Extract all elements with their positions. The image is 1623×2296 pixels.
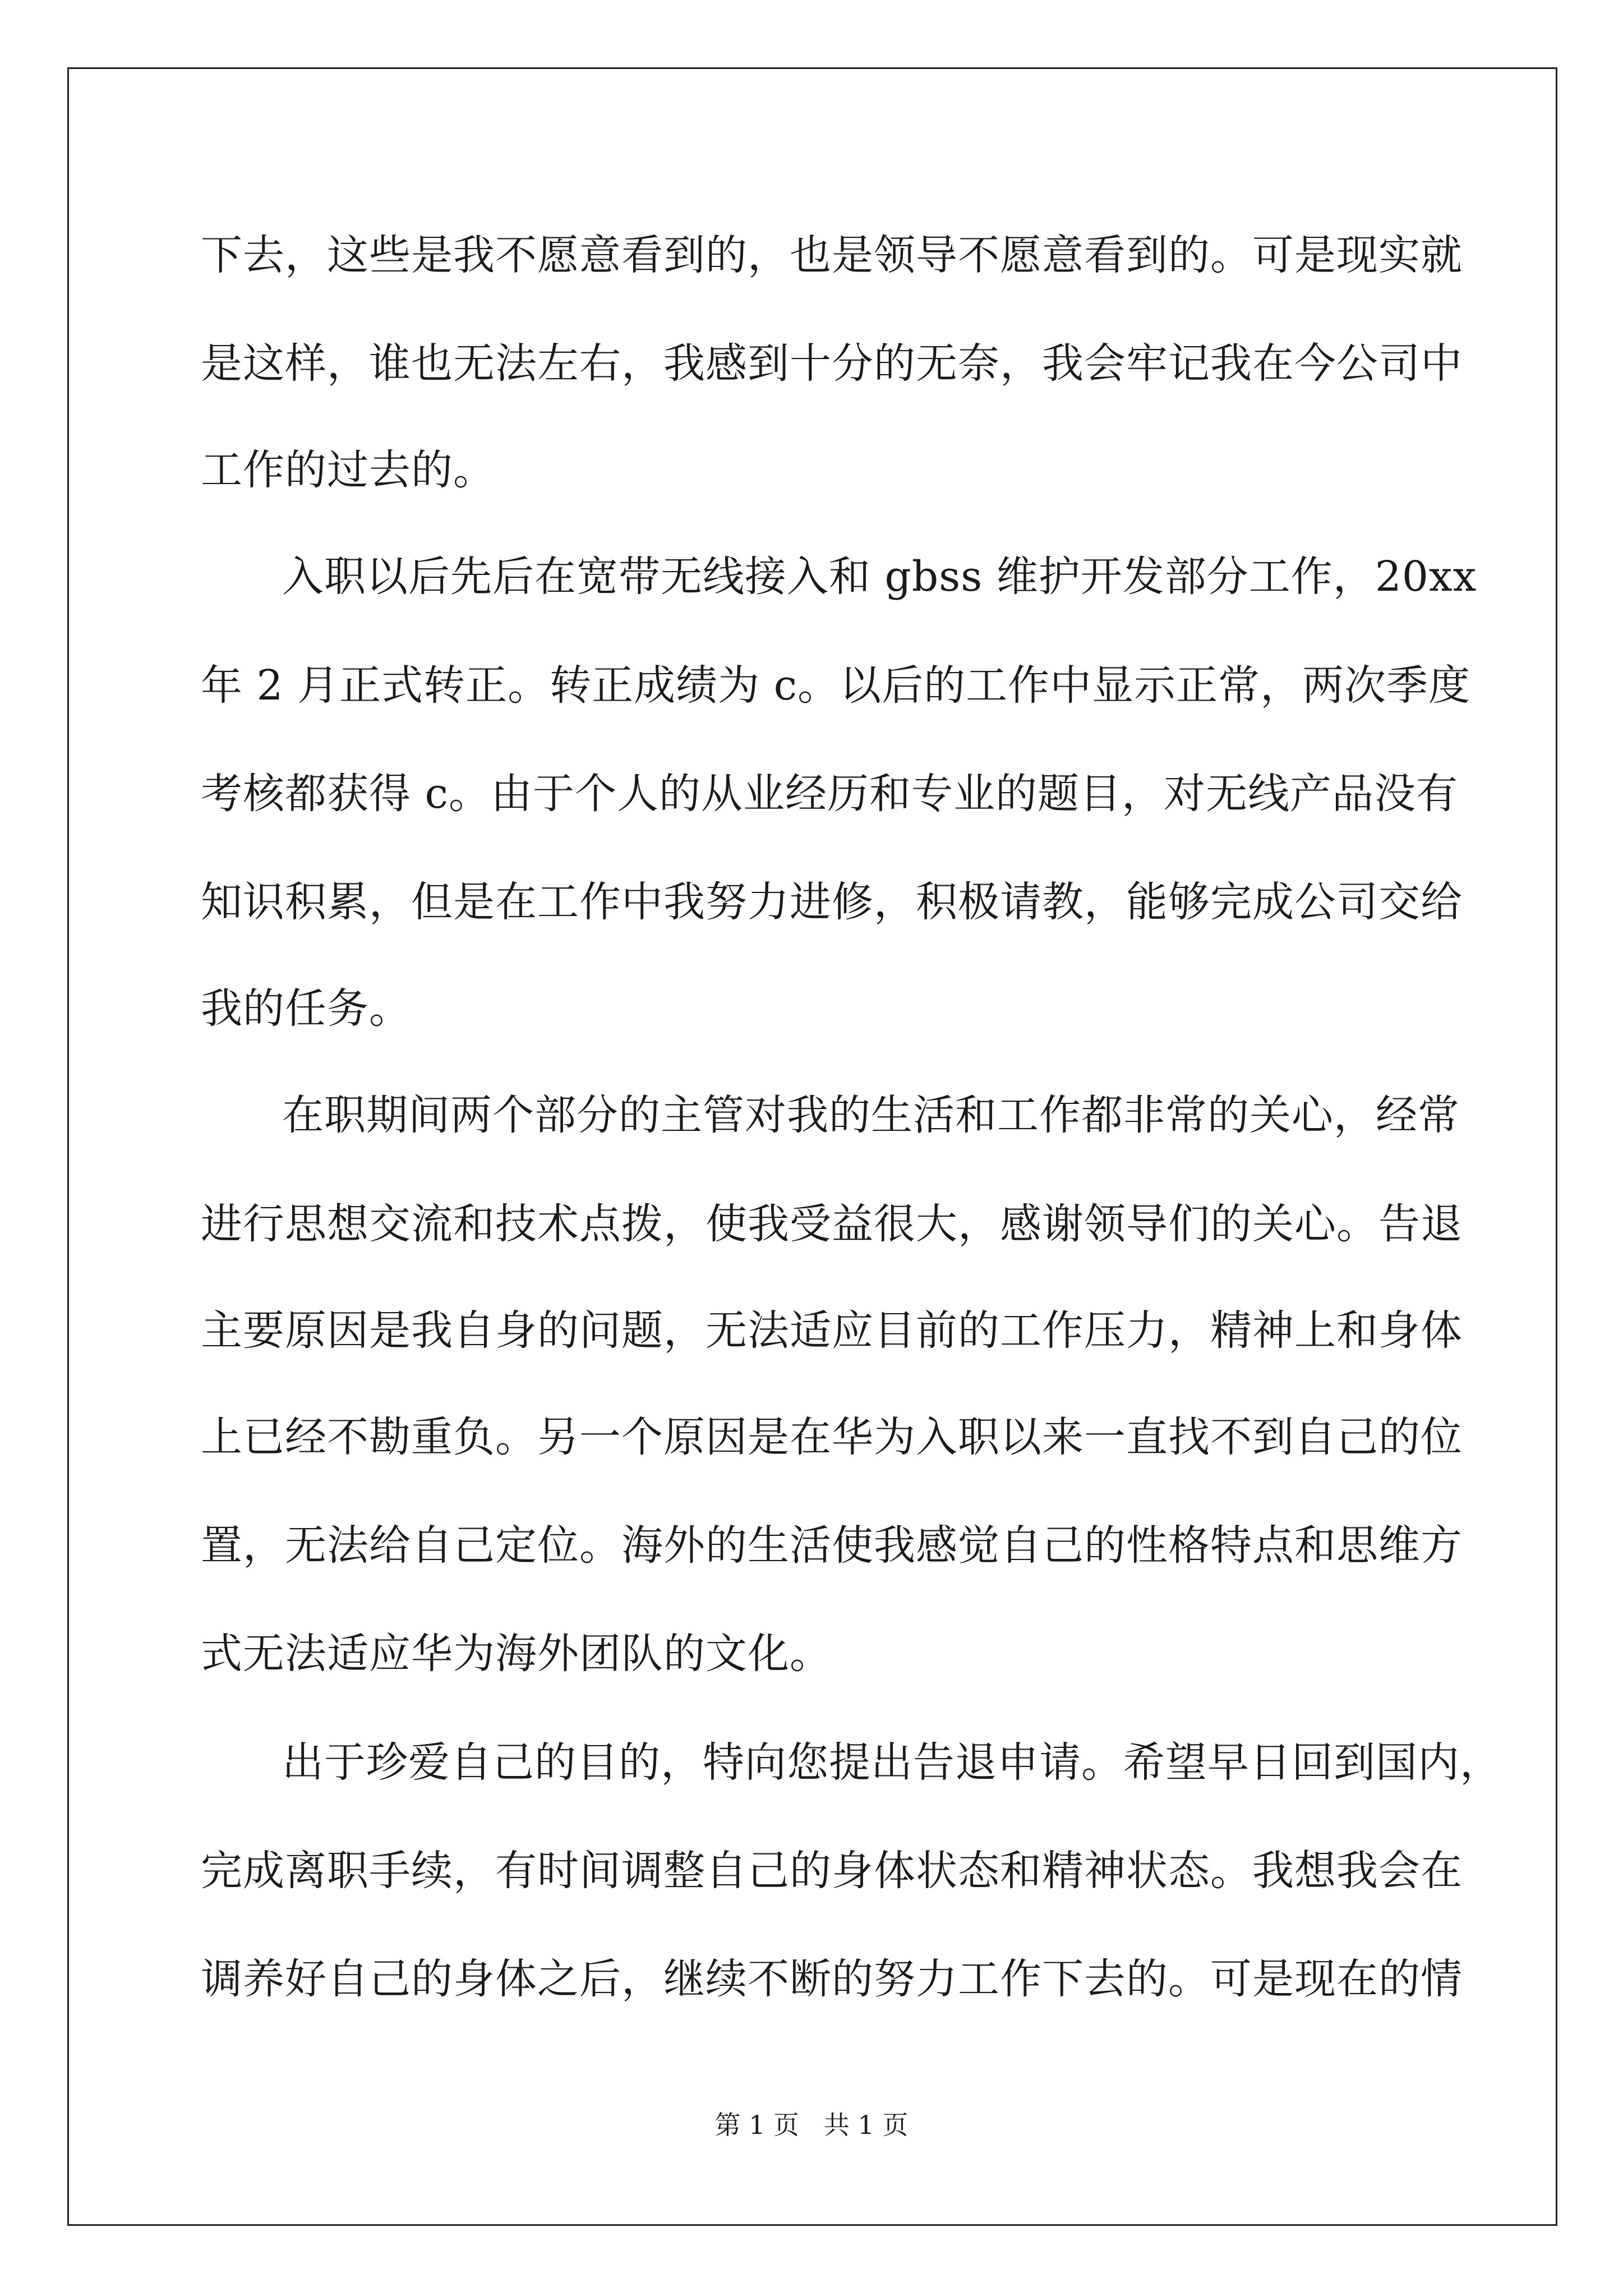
paragraph-line: 置，无法给自己定位。海外的生活使我感觉自己的性格特点和思维方: [201, 1521, 1463, 1570]
paragraph-line: 是这样，谁也无法左右，我感到十分的无奈，我会牢记我在今公司中: [201, 339, 1463, 388]
paragraph-first-line: 在职期间两个部分的主管对我的生活和工作都非常的关心，经常: [282, 1091, 1460, 1139]
paragraph-line: 我的任务。: [201, 984, 411, 1033]
paragraph-line: 年 2 月正式转正。转正成绩为 c。以后的工作中显示正常，两次季度: [201, 661, 1471, 710]
paragraph-line: 主要原因是我自身的问题，无法适应目前的工作压力，精神上和身体: [201, 1306, 1463, 1355]
page-number-footer: 第 1 页 共 1 页: [714, 2110, 909, 2140]
page-frame: [67, 67, 1557, 2226]
paragraph-line: 进行思想交流和技术点拨，使我受益很大，感谢领导们的关心。告退: [201, 1200, 1463, 1248]
paragraph-line: 完成离职手续，有时间调整自己的身体状态和精神状态。我想我会在: [201, 1847, 1463, 1895]
paragraph-first-line: 入职以后先后在宽带无线接入和 gbss 维护开发部分工作，20xx: [282, 553, 1477, 601]
paragraph-line: 调养好自己的身体之后，继续不断的努力工作下去的。可是现在的情: [201, 1955, 1463, 2003]
paragraph-line: 知识积累，但是在工作中我努力进修，积极请教，能够完成公司交给: [201, 878, 1463, 926]
paragraph-first-line: 出于珍爱自己的目的，特向您提出告退申请。希望早日回到国内，: [282, 1738, 1502, 1787]
paragraph-line: 上已经不勘重负。另一个原因是在华为入职以来一直找不到自己的位: [201, 1413, 1463, 1461]
paragraph-line: 式无法适应华为海外团队的文化。: [201, 1630, 832, 1678]
paragraph-line: 工作的过去的。: [201, 446, 495, 494]
paragraph-line: 考核都获得 c。由于个人的从业经历和专业的题目，对无线产品没有: [201, 770, 1458, 818]
paragraph-line: 下去，这些是我不愿意看到的，也是领导不愿意看到的。可是现实就: [201, 231, 1463, 279]
